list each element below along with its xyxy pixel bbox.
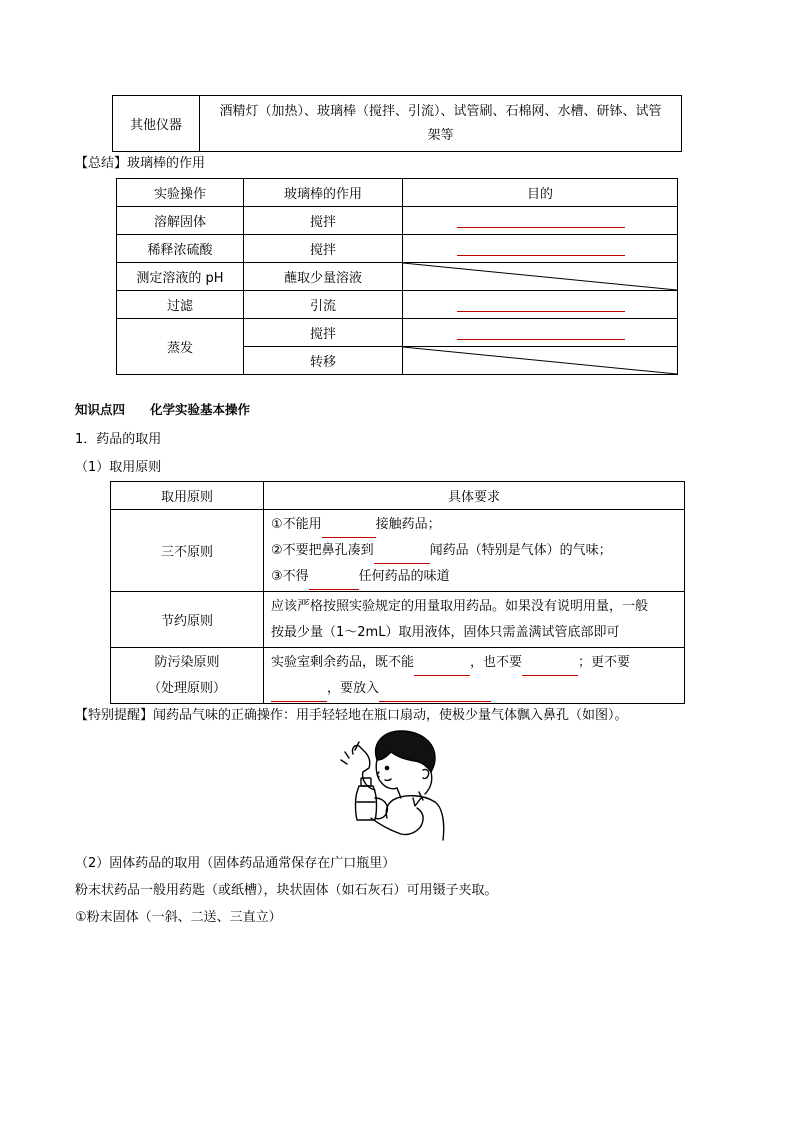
answer-blank[interactable] bbox=[379, 687, 491, 702]
purpose-blank[interactable] bbox=[403, 319, 678, 347]
item-heading: 1．药品的取用 bbox=[75, 432, 162, 447]
section-title: 知识点四 化学实验基本操作 bbox=[75, 402, 251, 417]
answer-blank[interactable] bbox=[271, 687, 327, 702]
table-row: 三不原则 ①不能用 接触药品； ②不要把鼻孔凑到 闻药品（特别是气体）的气味； ③不得 任何药品的味道 bbox=[111, 510, 685, 592]
summary-table bbox=[116, 178, 678, 375]
smelling-illustration bbox=[335, 728, 455, 842]
summary-col-purpose: 目的 bbox=[403, 179, 678, 207]
diagonal-cell bbox=[403, 263, 678, 291]
answer-blank[interactable] bbox=[374, 549, 430, 564]
table-row: 蒸发 搅拌 bbox=[117, 319, 678, 347]
instruments-table bbox=[112, 95, 682, 152]
answer-blank[interactable] bbox=[414, 661, 470, 676]
table-row: 溶解固体 搅拌 bbox=[117, 207, 678, 235]
purpose-blank[interactable] bbox=[403, 235, 678, 263]
answer-blank[interactable] bbox=[522, 661, 578, 676]
table-row: 防污染原则 （处理原则） 实验室剩余药品，既不能 ，也不要 ；更不要 ，要放入 bbox=[111, 648, 685, 704]
summary-heading: 【总结】玻璃棒的作用 bbox=[75, 156, 206, 171]
instruments-label: 其他仪器 bbox=[113, 96, 200, 152]
summary-col-operation: 实验操作 bbox=[117, 179, 244, 207]
principles-col-req: 具体要求 bbox=[264, 482, 685, 510]
table-row: 过滤 引流 bbox=[117, 291, 678, 319]
table-row: 测定溶液的 pH 蘸取少量溶液 bbox=[117, 263, 678, 291]
table-row: 稀释浓硫酸 搅拌 bbox=[117, 235, 678, 263]
table-row: 转移 bbox=[117, 347, 678, 375]
summary-col-role: 玻璃棒的作用 bbox=[244, 179, 403, 207]
special-reminder: 【特别提醒】闻药品气味的正确操作：用手轻轻地在瓶口扇动，使极少量气体飘入鼻孔（如图）。 bbox=[75, 708, 628, 723]
diagonal-cell bbox=[403, 347, 678, 375]
table-row: 节约原则 应该严格按照实验规定的用量取用药品。如果没有说明用量，一般 按最少量（1～2mL）取用液体，固体只需盖满试管底部即可 bbox=[111, 592, 685, 648]
powder-heading: ①粉末固体（一斜、二送、三直立） bbox=[75, 910, 282, 925]
purpose-blank[interactable] bbox=[403, 207, 678, 235]
answer-blank[interactable] bbox=[322, 523, 376, 538]
answer-blank[interactable] bbox=[309, 575, 359, 590]
purpose-blank[interactable] bbox=[403, 291, 678, 319]
principles-col-name: 取用原则 bbox=[111, 482, 264, 510]
instruments-content: 酒精灯（加热）、玻璃棒（搅拌、引流）、试管刷、石棉网、水槽、研钵、试管 架等 bbox=[200, 96, 682, 152]
principles-table bbox=[110, 481, 685, 704]
sub-heading-solid: （2）固体药品的取用（固体药品通常保存在广口瓶里） bbox=[75, 856, 396, 871]
solid-paragraph: 粉末状药品一般用药匙（或纸槽），块状固体（如石灰石）可用镊子夹取。 bbox=[75, 883, 498, 898]
sub-heading: （1）取用原则 bbox=[75, 460, 162, 475]
